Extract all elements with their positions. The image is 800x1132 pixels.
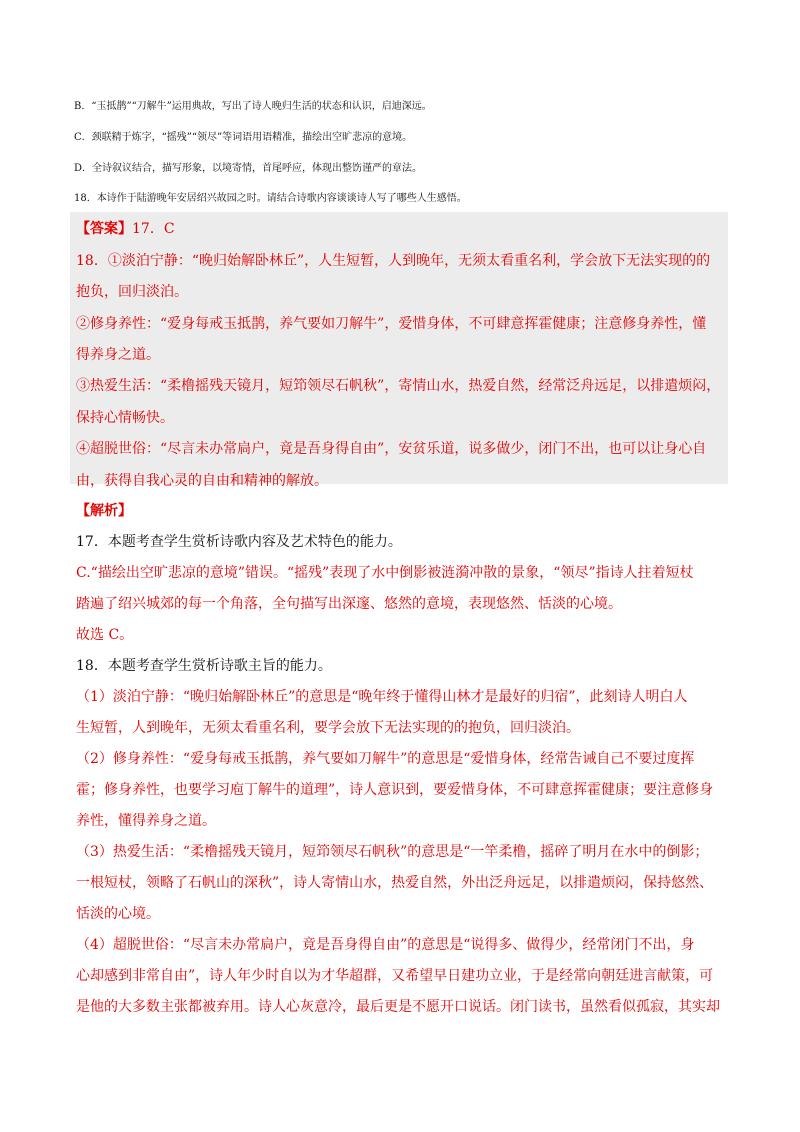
analysis-q18-line: 恬淡的心境。 (76, 906, 160, 922)
analysis-q18-line: 养性，懂得养身之道。 (76, 813, 216, 829)
analysis-q18-intro: 18．本题考查学生赏析诗歌主旨的能力。 (76, 658, 332, 674)
analysis-q17-line: C.“描绘出空旷悲凉的意境”错误。“摇残”表现了水中倒影被涟漪冲散的景象，“领尽”指诗人拄着短杖 (76, 565, 694, 581)
analysis-q18-line: 霍；修身养性，也要学习庖丁解牛的道理”，诗人意识到，要爱惜身体，不可肆意挥霍健康；要注意修身 (76, 782, 714, 798)
answer-line: 由，获得自我心灵的自由和精神的解放。 (76, 473, 328, 489)
option-d: D．全诗叙议结合，描写形象，以境寄情，首尾呼应，体现出整饬谨严的章法。 (74, 163, 423, 174)
analysis-q18-line: （1）淡泊宁静：“晚归始解卧林丘”的意思是“晚年终于懂得山林才是最好的归宿”，此刻诗人明白人 (76, 689, 688, 705)
analysis-q18-line: 心却感到非常自由”，诗人年少时自以为才华超群，又希望早日建功立业，于是经常向朝廷进言献策，可 (76, 968, 714, 984)
option-c: C．颈联精于炼字，“摇残”“领尽”等词语用语精准，描绘出空旷悲凉的意境。 (74, 132, 413, 143)
analysis-label: 【解析】 (76, 503, 132, 519)
answer-line: 抱负，回归淡泊。 (76, 284, 188, 300)
option-b: B．“玉抵鹊”“刀解牛”运用典故，写出了诗人晚归生活的状态和认识，启迪深远。 (74, 101, 432, 112)
question-18: 18．本诗作于陆游晚年安居绍兴故园之时。请结合诗歌内容谈谈诗人写了哪些人生感悟。 (74, 193, 467, 204)
analysis-q18-line: （4）超脱世俗：“尽言未办常扃户，竟是吾身得自由”的意思是“说得多、做得少，经常闭门不出，身 (76, 937, 695, 953)
analysis-q18-line: 是他的大多数主张都被弃用。诗人心灰意冷，最后更是不愿开口说话。闭门读书，虽然看似孤寂，其实却 (76, 999, 720, 1015)
answer-header (76, 219, 175, 239)
answer-line: 18．①淡泊宁静：“晚归始解卧林丘”，人生短暂，人到晚年，无须太看重名利，学会放下无法实现的的 (76, 253, 711, 269)
analysis-q18-line: 生短暂，人到晚年，无须太看重名利，要学会放下无法实现的的抱负，回归淡泊。 (76, 720, 580, 736)
analysis-q18-line: （3）热爱生活：“柔橹摇残天镜月，短笻领尽石帆秋”的意思是“一竿柔橹，摇碎了明月在水中的倒影； (76, 844, 709, 860)
answer-line: 保持心情畅快。 (76, 410, 174, 426)
answer-line: 得养身之道。 (76, 347, 160, 363)
answer-label: 【答案】 (76, 221, 132, 237)
answer-line: ④超脱世俗：“尽言未办常扃户，竟是吾身得自由”，安贫乐道，说多做少，闭门不出，也可以让身心自 (76, 441, 707, 457)
answer-line: ②修身养性：“爱身每戒玉抵鹊，养气要如刀解牛”，爱惜身体，不可肆意挥霍健康；注意修身养性，懂 (76, 316, 707, 332)
analysis-q18-line: 一根短杖，领略了石帆山的深秋”，诗人寄情山水，热爱自然，外出泛舟远足，以排遣烦闷，保持悠然、 (76, 875, 714, 891)
analysis-q17-line: 故选 C。 (76, 627, 134, 643)
analysis-q17-line: 踏遍了绍兴城郊的每一个角落，全句描写出深邃、悠然的意境，表现悠然、恬淡的心境。 (76, 596, 622, 612)
analysis-q17-intro: 17．本题考查学生赏析诗歌内容及艺术特色的能力。 (76, 534, 402, 550)
answer-line: ③热爱生活：“柔橹摇残天镜月，短笻领尽石帆秋”，寄情山水，热爱自然，经常泛舟远足，以排遣烦闷， (76, 378, 721, 394)
analysis-q18-line: （2）修身养性：“爱身每戒玉抵鹊，养气要如刀解牛”的意思是“爱惜身体，经常告诫自己不要过度挥 (76, 751, 695, 767)
answer-q17: 17．C (132, 221, 175, 237)
